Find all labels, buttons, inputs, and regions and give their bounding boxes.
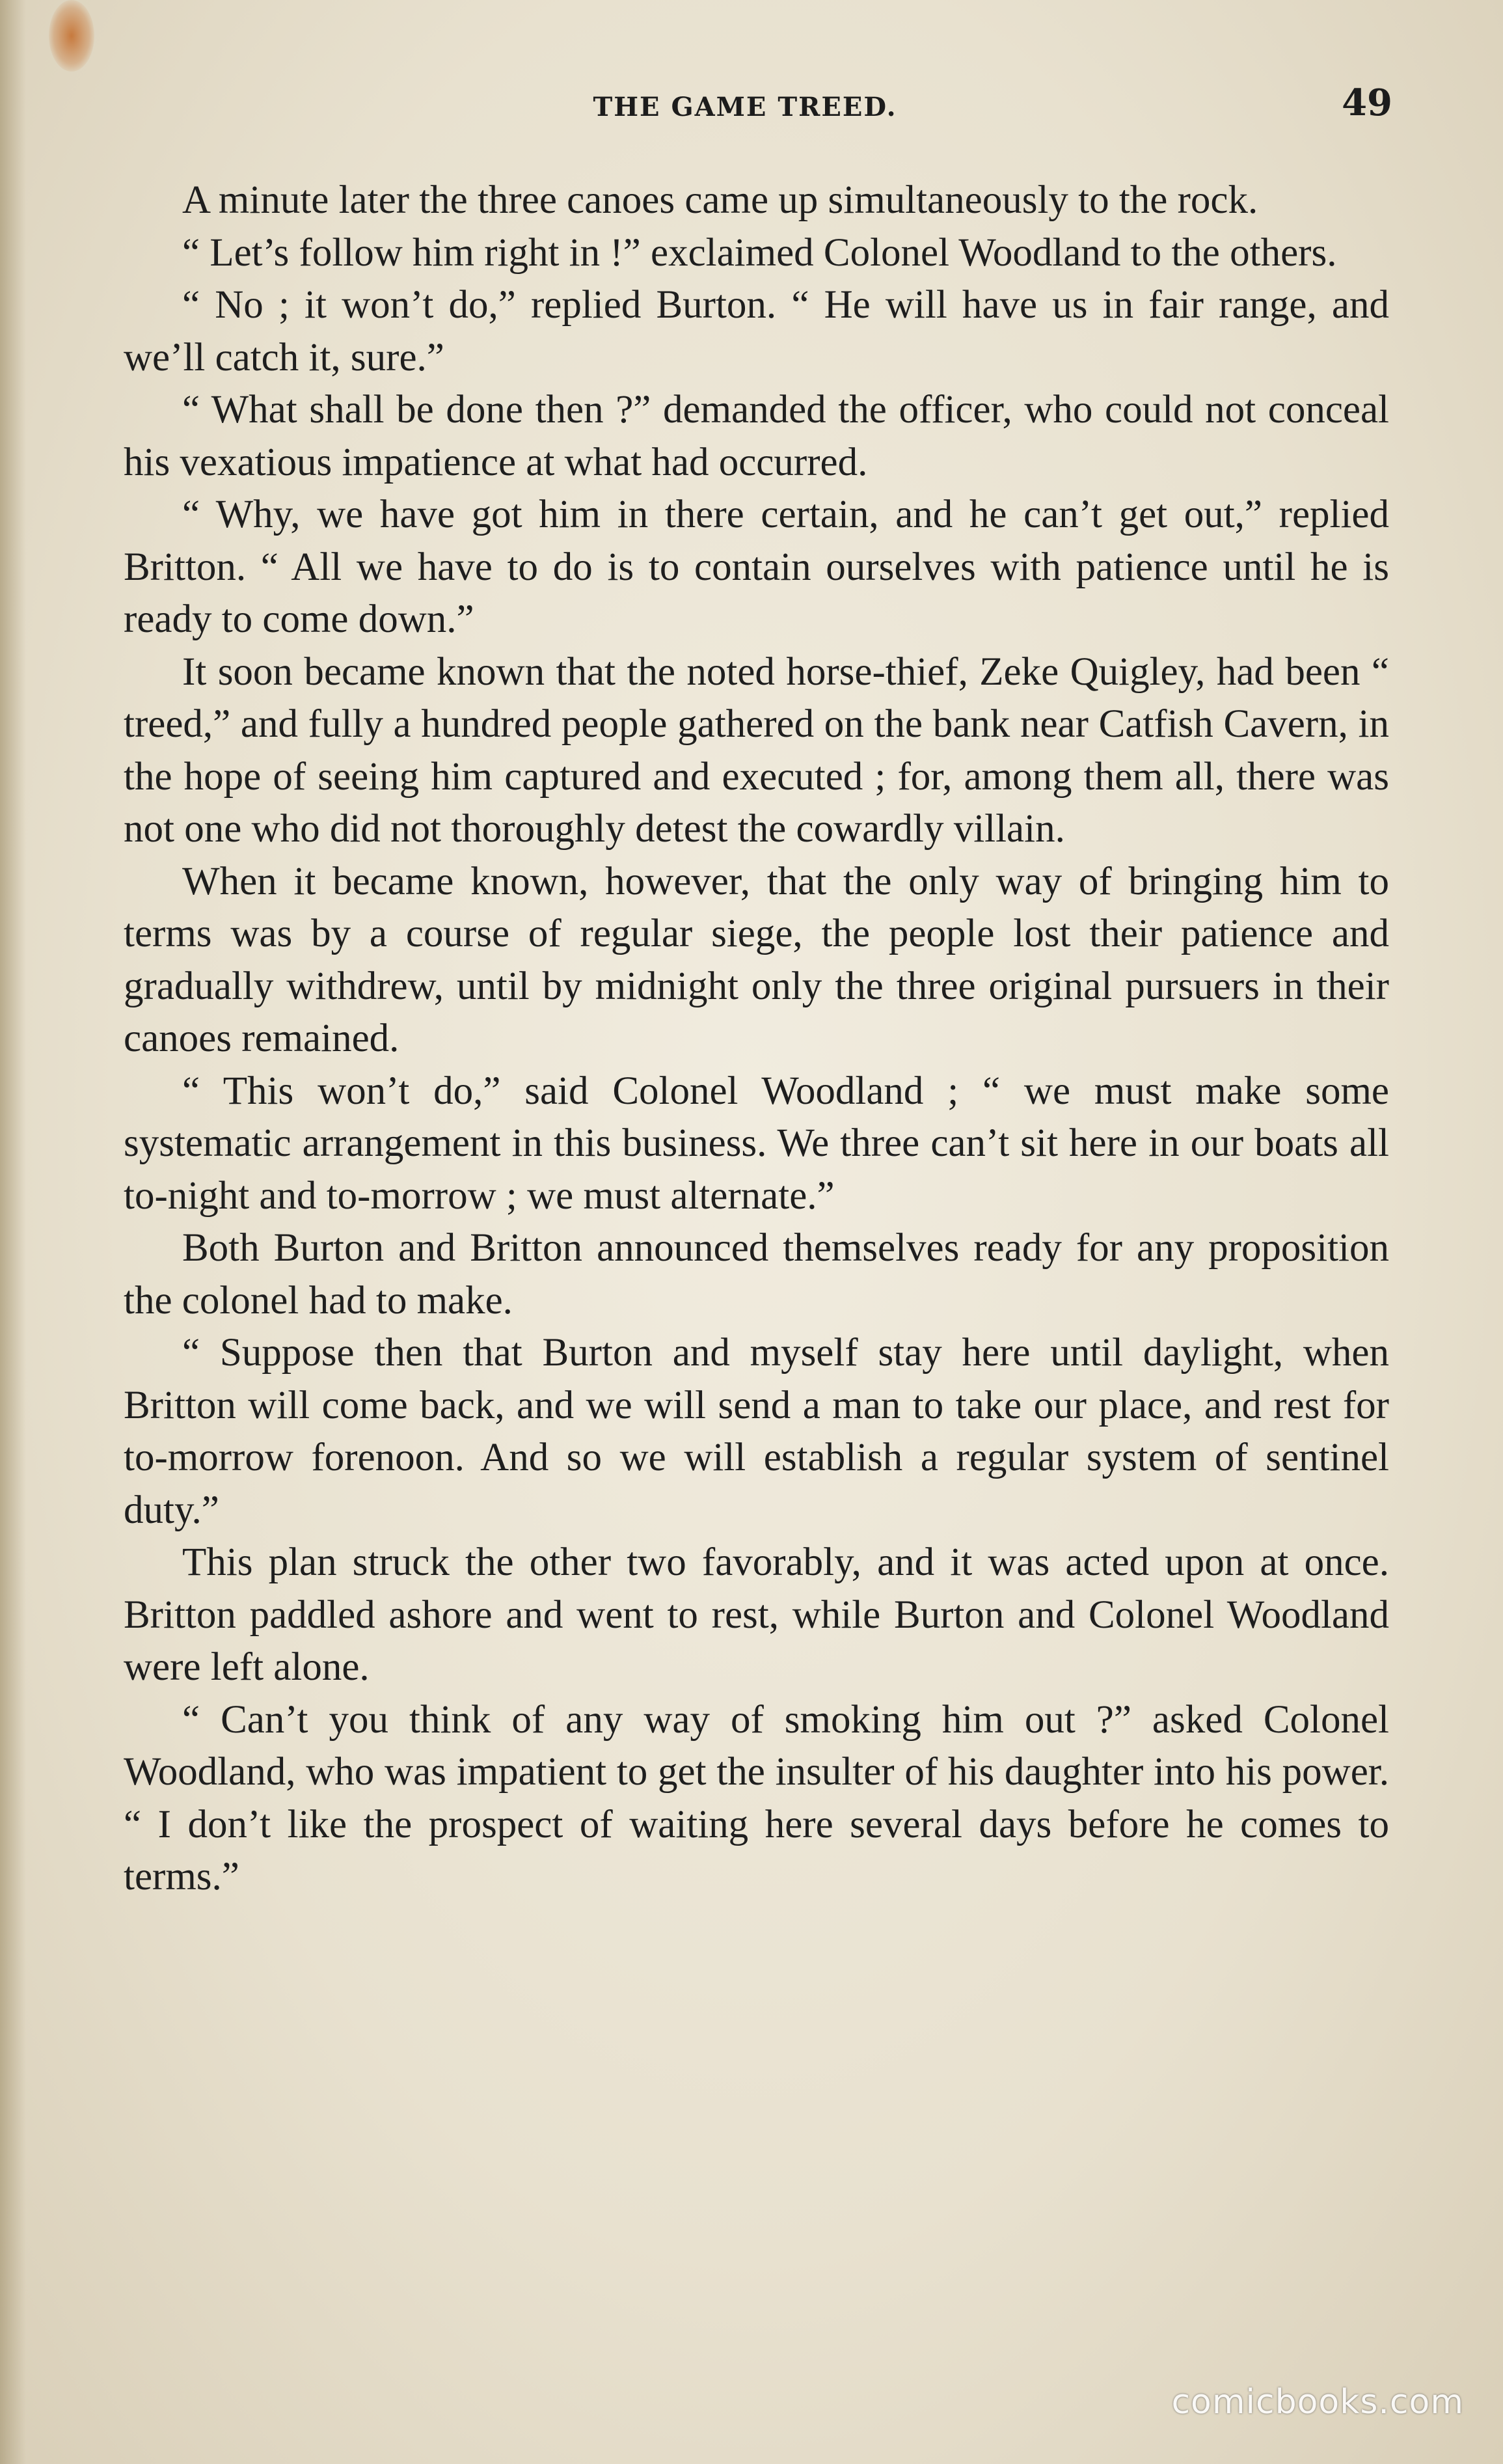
page-header	[98, 81, 1392, 133]
paragraph-11: This plan struck the other two favorably, and it was acted upon at once. Britton paddled ashore and went to rest, while Burton and Colonel Woodland were left alone.	[124, 1540, 1389, 1689]
watermark: comicbooks.com	[1171, 2383, 1464, 2422]
body-text	[124, 174, 1389, 1904]
page-gutter-shadow	[0, 0, 26, 2464]
paragraph-6: It soon became known that the noted horse-thief, Zeke Quigley, had been “ treed,” and fully a hundred people gathered on the bank near Catfish Cavern, in the hope of seeing him captured and executed ; for, among them all, there was not one who did not thoroughly detest the cowardly villain.	[124, 650, 1389, 851]
running-head: THE GAME TREED.	[593, 92, 897, 122]
paragraph-5: “ Why, we have got him in there certain, and he can’t get out,” replied Britton. “ All we have to do is to contain ourselves with patience until he is ready to come down.”	[124, 493, 1389, 641]
paragraph-7: When it became known, however, that the only way of bringing him to terms was by a course of regular siege, the people lost their patience and gradually withdrew, until by midnight only the three original pursuers in their canoes remained.	[124, 859, 1389, 1060]
paragraph-10: “ Suppose then that Burton and myself stay here until daylight, when Britton will come back, and we will send a man to take our place, and rest for to-morrow forenoon. And so we will establish a regular system of sentinel duty.”	[124, 1331, 1389, 1532]
paragraph-3: “ No ; it won’t do,” replied Burton. “ He will have us in fair range, and we’ll catch it, sure.”	[124, 283, 1389, 379]
paragraph-1: A minute later the three canoes came up simultaneously to the rock.	[182, 178, 1258, 222]
paragraph-12: “ Can’t you think of any way of smoking him out ?” asked Colonel Woodland, who was impatient to get the insulter of his daughter into his power. “ I don’t like the prospect of waiting here several days before he comes to terms.”	[124, 1697, 1389, 1898]
page-number: 49	[1342, 81, 1392, 124]
paragraph-2: “ Let’s follow him right in !” exclaimed Colonel Woodland to the others.	[182, 230, 1337, 275]
paragraph-8: “ This won’t do,” said Colonel Woodland ; “ we must make some systematic arrangement in this business. We three can’t sit here in our boats all to-night and to-morrow ; we must alternate.”	[124, 1069, 1389, 1218]
paragraph-4: “ What shall be done then ?” demanded the officer, who could not conceal his vexatious impatience at what had occurred.	[124, 388, 1389, 484]
paragraph-9: Both Burton and Britton announced themselves ready for any proposition the colonel had to make.	[124, 1226, 1389, 1322]
page-stain	[49, 0, 94, 72]
